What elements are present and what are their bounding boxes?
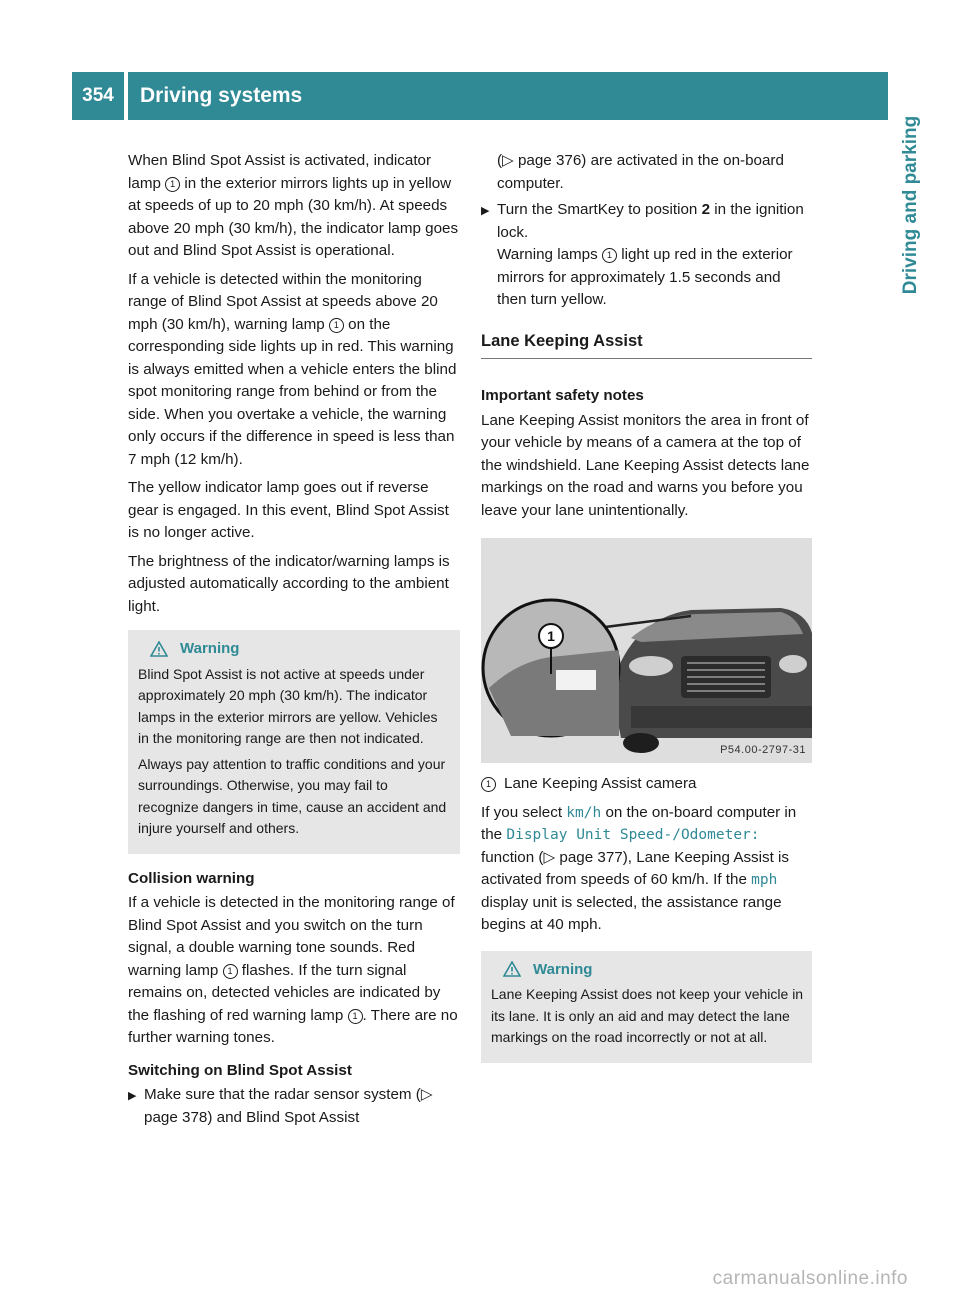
footer-watermark: carmanualsonline.info — [712, 1268, 908, 1289]
heading-collision-warning: Collision warning — [128, 869, 255, 887]
warning-box-blind-spot — [128, 630, 460, 854]
step-arrow-icon: ▶ — [128, 1090, 137, 1102]
warning-heading: Warning — [138, 638, 452, 660]
warning-heading: Warning — [491, 959, 804, 981]
lane-keeping-figure — [481, 538, 812, 763]
figure-callout: 1 — [547, 628, 555, 644]
figure-caption: 1 Lane Keeping Assist camera — [481, 773, 812, 796]
callout-1-icon: 1 — [602, 248, 617, 263]
para-display-unit: If you select km/h on the on-board computer in the Display Unit Speed-/Odometer: function (▷ page 377), Lane Keeping Assist is activated from speeds of 60 km/h. If the mph display unit is selected, the assistance range begins at 40 mph. — [481, 803, 797, 933]
page-title: Driving systems — [128, 72, 888, 120]
page-number: 354 — [72, 72, 124, 120]
car-illustration — [481, 538, 812, 763]
side-tab-label: Driving and parking — [900, 115, 922, 295]
para-safety: Lane Keeping Assist monitors the area in front of your vehicle by means of a camera at the top of the windshield. Lane Keeping Assist detects lane markings on the road and warns you before you leave your lane unintentionally. — [481, 411, 810, 519]
unit-kmh: km/h — [566, 804, 602, 821]
warning-box-lane-keeping — [481, 951, 812, 1063]
callout-1-icon: 1 — [481, 777, 496, 792]
para-brightness: The brightness of the indicator/warning lamps is adjusted automatically according to the ambient light. — [128, 552, 450, 615]
para-indicator: When Blind Spot Assist is activated, indicator lamp 1 in the exterior mirrors lights up in yellow at speeds of up to 20 mph (30 km/h). At speeds above 20 mph (30 km/h), the indicator lamp goes out and Blind Spot Assist is operational. — [128, 152, 459, 259]
para-monitoring: If a vehicle is detected within the monitoring range of Blind Spot Assist at speeds above 20 mph (30 km/h), warning lamp 1 on the corresponding side lights up in red. This warning is always emitted when a vehicle enters the blind spot monitoring range from behind or from the side. When you overtake a vehicle, the warning only occurs if the difference in speed is less than 7 mph (12 km/h). — [128, 270, 457, 468]
unit-mph: mph — [751, 872, 778, 888]
para-collision: If a vehicle is detected in the monitoring range of Blind Spot Assist and you switch on the turn signal, a double warning tone sounds. Red warning lamp 1 flashes. If the turn signal remains on, detected vehicles are indicated by the flashing of red warning lamp 1 . There are no further warning tones. — [128, 894, 458, 1046]
warning-triangle-icon — [503, 961, 521, 977]
figure-code: P54.00-2797-31 — [720, 743, 806, 756]
para-reverse: The yellow indicator lamp goes out if reverse gear is engaged. In this event, Blind Spot Assist is no longer active. — [128, 479, 449, 541]
warning-triangle-icon — [150, 641, 168, 657]
step-continuation: (▷ page 376) are activated in the on-board computer. — [497, 152, 784, 192]
step-item: ▶ Turn the SmartKey to position 2 in the ignition lock. Warning lamps 1 light up red in the exterior mirrors for approximately 1.5 seconds and then turn yellow. — [481, 199, 812, 312]
callout-1-icon: 1 — [348, 1009, 363, 1024]
heading-switching-on: Switching on Blind Spot Assist — [128, 1061, 352, 1079]
warning-text: Lane Keeping Assist does not keep your vehicle in its lane. It is only an aid and may detect the lane markings on the road incorrectly or not at all. — [491, 986, 804, 1045]
callout-1-icon: 1 — [165, 177, 180, 192]
callout-1-icon: 1 — [329, 318, 344, 333]
callout-1-icon: 1 — [223, 964, 238, 979]
warning-text: Always pay attention to traffic conditions and your surroundings. Otherwise, you may fail to recognize dangers in time, cause an accident and injure yourself and others. — [138, 755, 447, 836]
right-column — [481, 150, 812, 1077]
step-arrow-icon: ▶ — [481, 205, 490, 217]
left-column — [128, 150, 460, 1129]
section-heading-lane-keeping: Lane Keeping Assist — [481, 330, 812, 360]
heading-safety-notes: Important safety notes — [481, 387, 644, 404]
menu-display-unit: Display Unit Speed-/Odometer: — [506, 827, 760, 843]
step-item: ▶ Make sure that the radar sensor system (▷ page 378) and Blind Spot Assist — [128, 1084, 460, 1129]
warning-text: Blind Spot Assist is not active at speeds under approximately 20 mph (30 km/h). The indicator lamps in the exterior mirrors are yellow. Vehicles in the monitoring range are then not indicated. — [138, 665, 438, 746]
